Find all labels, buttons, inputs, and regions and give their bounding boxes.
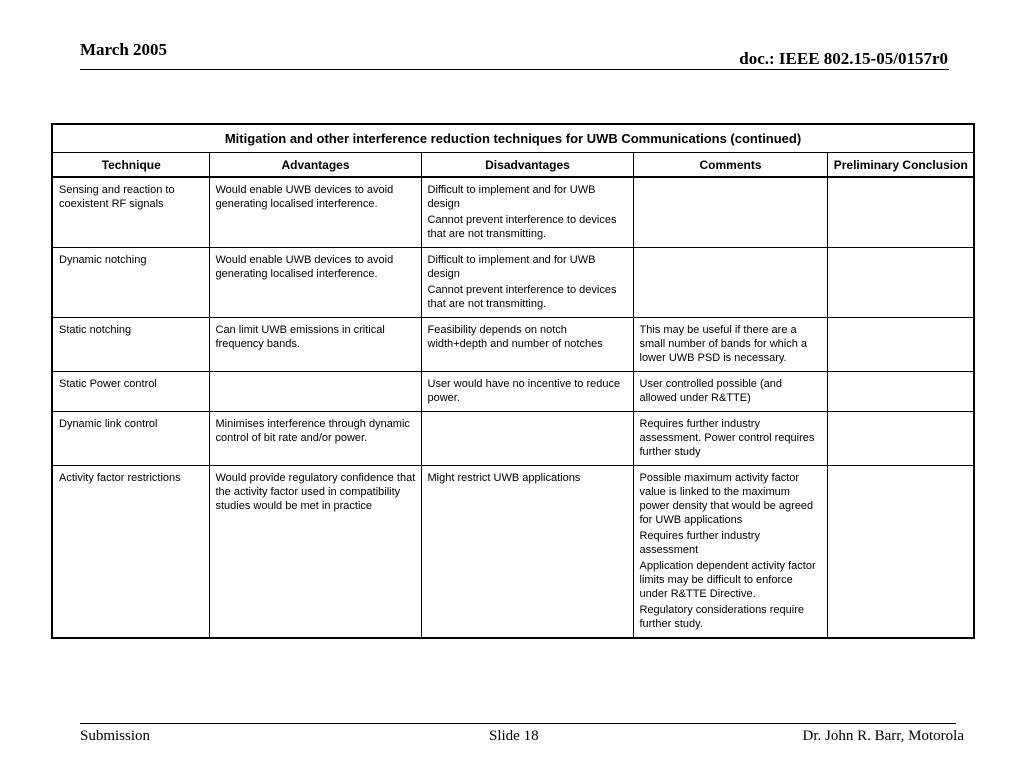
- cell-technique: [52, 177, 209, 248]
- column-header: Comments: [633, 153, 827, 178]
- header-divider: [80, 69, 949, 70]
- cell-paragraph: Might restrict UWB applications: [427, 472, 581, 484]
- cell-disadvantages: [421, 318, 633, 372]
- cell-conclusion: [827, 412, 974, 466]
- cell-comments: [633, 466, 827, 639]
- cell-paragraph: Would enable UWB devices to avoid generating localised interference.: [215, 254, 394, 280]
- cell-paragraph: Cannot prevent interference to devices that are not transmitting.: [427, 284, 617, 310]
- cell-disadvantages: [421, 412, 633, 466]
- table-row: [52, 318, 974, 372]
- footer-divider: [80, 723, 956, 724]
- cell-paragraph: Dynamic notching: [59, 254, 147, 266]
- cell-advantages: [209, 466, 421, 639]
- cell-paragraph: Cannot prevent interference to devices that are not transmitting.: [427, 214, 617, 240]
- column-header: Advantages: [209, 153, 421, 178]
- cell-paragraph: Requires further industry assessment. Power control requires further study: [639, 418, 815, 458]
- cell-conclusion: [827, 318, 974, 372]
- cell-paragraph: Can limit UWB emissions in critical frequency bands.: [215, 324, 385, 350]
- cell-disadvantages: [421, 177, 633, 248]
- header-date: March 2005: [80, 40, 168, 59]
- cell-comments: [633, 248, 827, 318]
- cell-technique: [52, 318, 209, 372]
- column-header: Technique: [52, 153, 209, 178]
- cell-paragraph: Difficult to implement and for UWB design: [427, 254, 596, 280]
- cell-advantages: [209, 372, 421, 412]
- column-header: Disadvantages: [421, 153, 633, 178]
- cell-paragraph: Would enable UWB devices to avoid generating localised interference.: [215, 184, 394, 210]
- cell-paragraph: User controlled possible (and allowed under R&TTE): [639, 378, 782, 404]
- cell-disadvantages: [421, 248, 633, 318]
- cell-conclusion: [827, 248, 974, 318]
- cell-comments: [633, 177, 827, 248]
- footer-submission: Submission: [80, 728, 151, 744]
- table-row: [52, 412, 974, 466]
- cell-paragraph: Requires further industry assessment: [639, 530, 760, 556]
- cell-paragraph: This may be useful if there are a small number of bands for which a lower UWB PSD is necessary.: [639, 324, 808, 364]
- cell-comments: [633, 372, 827, 412]
- footer-slide-number: Slide 18: [489, 728, 539, 744]
- cell-paragraph: Static notching: [59, 324, 132, 336]
- cell-paragraph: Dynamic link control: [59, 418, 158, 430]
- cell-conclusion: [827, 372, 974, 412]
- cell-paragraph: Feasibility depends on notch width+depth and number of notches: [427, 324, 603, 350]
- table-row: [52, 177, 974, 248]
- table-title: Mitigation and other interference reduction techniques for UWB Communications (continued): [52, 124, 974, 153]
- cell-disadvantages: [421, 372, 633, 412]
- cell-paragraph: Difficult to implement and for UWB design: [427, 184, 596, 210]
- cell-technique: [52, 372, 209, 412]
- footer-author: Dr. John R. Barr, Motorola: [802, 728, 964, 744]
- cell-advantages: [209, 248, 421, 318]
- cell-advantages: [209, 318, 421, 372]
- cell-paragraph: Static Power control: [59, 378, 157, 390]
- cell-paragraph: Possible maximum activity factor value is linked to the maximum power density that would be agreed for UWB applications: [639, 472, 814, 526]
- cell-paragraph: Sensing and reaction to coexistent RF signals: [59, 184, 175, 210]
- cell-paragraph: Minimises interference through dynamic control of bit rate and/or power.: [215, 418, 410, 444]
- cell-advantages: [209, 177, 421, 248]
- cell-paragraph: Application dependent activity factor limits may be difficult to enforce under R&TTE Directive.: [639, 560, 816, 600]
- header-document-id: doc.: IEEE 802.15-05/0157r0: [739, 49, 948, 68]
- cell-advantages: [209, 412, 421, 466]
- cell-technique: [52, 412, 209, 466]
- cell-paragraph: User would have no incentive to reduce power.: [427, 378, 621, 404]
- mitigation-techniques-table: [51, 123, 975, 639]
- column-header-row: [52, 153, 974, 178]
- cell-comments: [633, 412, 827, 466]
- cell-disadvantages: [421, 466, 633, 639]
- table-row: [52, 248, 974, 318]
- cell-technique: [52, 248, 209, 318]
- column-header: Preliminary Conclusion: [827, 153, 974, 178]
- cell-paragraph: Would provide regulatory confidence that the activity factor used in compatibility studies would be met in practice: [215, 472, 416, 512]
- cell-paragraph: Regulatory considerations require further study.: [639, 604, 804, 630]
- table-row: [52, 466, 974, 639]
- cell-conclusion: [827, 177, 974, 248]
- table-body: [52, 177, 974, 638]
- cell-comments: [633, 318, 827, 372]
- cell-conclusion: [827, 466, 974, 639]
- table-row: [52, 372, 974, 412]
- cell-technique: [52, 466, 209, 639]
- cell-paragraph: Activity factor restrictions: [59, 472, 181, 484]
